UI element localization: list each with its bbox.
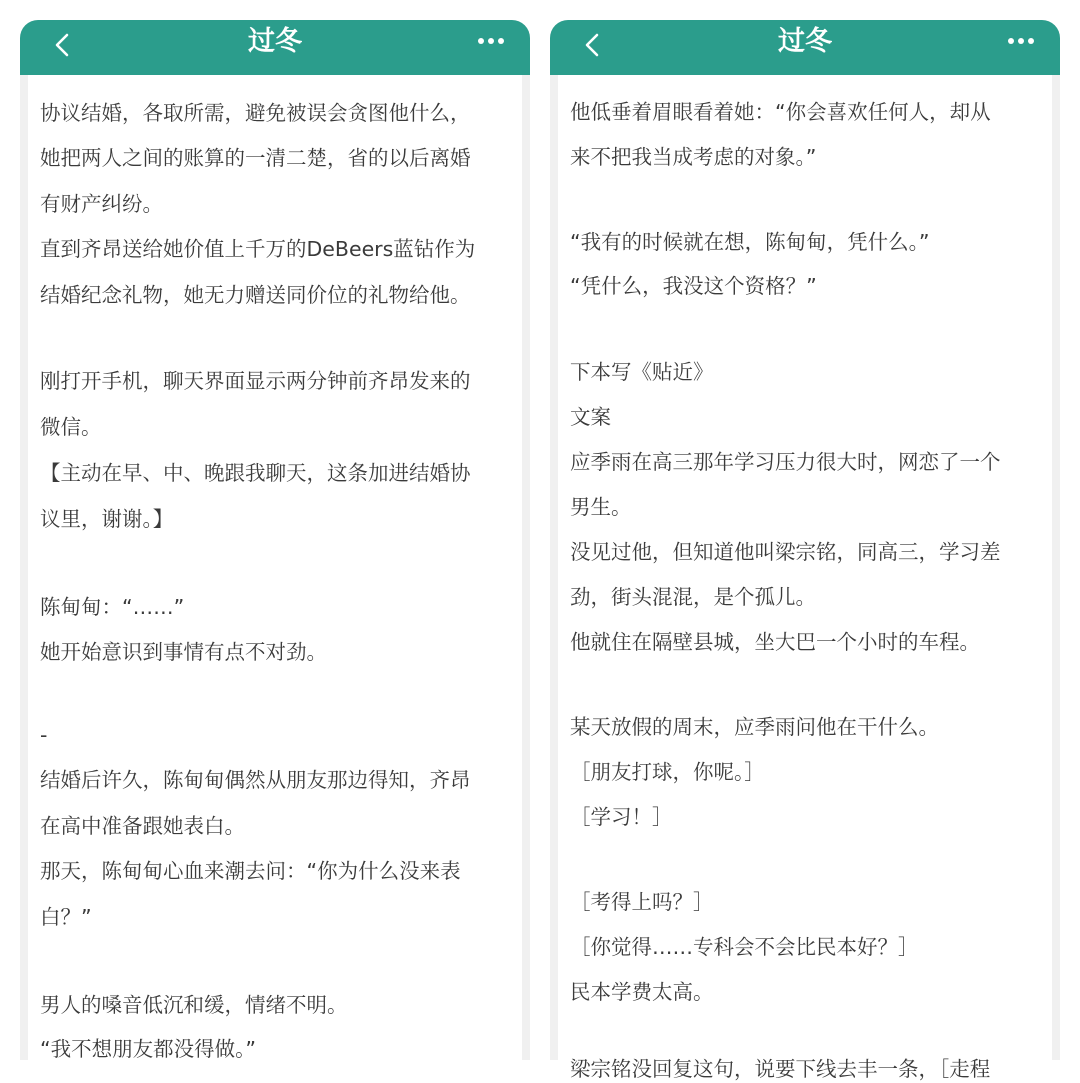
text-line: 有财产纠纷。 bbox=[40, 192, 163, 216]
top-bar bbox=[550, 20, 1060, 75]
text-line: 刚打开手机，聊天界面显示两分钟前齐昂发来的 bbox=[40, 369, 471, 393]
text-line: 没见过他，但知道他叫梁宗铭，同高三，学习差 bbox=[570, 540, 1001, 564]
text-line: 来不把我当成考虑的对象。” bbox=[570, 145, 817, 169]
more-horizontal-icon[interactable] bbox=[1006, 36, 1036, 46]
text-content[interactable] bbox=[558, 75, 1052, 1081]
text-line: 议里，谢谢。】 bbox=[40, 507, 174, 531]
text-line: ［考得上吗？］ bbox=[570, 890, 714, 914]
text-line: 梁宗铭没回复这句，说要下线去丰一条，［走程 bbox=[570, 1057, 991, 1081]
text-content[interactable] bbox=[28, 75, 522, 1060]
text-line: 男生。 bbox=[570, 495, 632, 519]
text-line: ［学习！］ bbox=[570, 805, 673, 829]
text-line: 劲，街头混混，是个孤儿。 bbox=[570, 585, 816, 609]
text-line: 微信。 bbox=[40, 415, 102, 439]
reader-panel-left bbox=[20, 20, 530, 1060]
page-title: 过冬 bbox=[248, 26, 302, 57]
text-line: 那天，陈甸甸心血来潮去问：“你为什么没来表 bbox=[40, 859, 461, 883]
text-line: “我不想朋友都没得做。” bbox=[40, 1037, 256, 1061]
reader-panel-right bbox=[550, 20, 1060, 1081]
page-title: 过冬 bbox=[778, 26, 832, 57]
text-line: “我有的时候就在想，陈甸甸，凭什么。” bbox=[570, 230, 930, 254]
text-line: 他就住在隔壁县城，坐大巴一个小时的车程。 bbox=[570, 630, 980, 654]
text-line: 民本学费太高。 bbox=[570, 980, 714, 1004]
text-line: 白？” bbox=[40, 905, 92, 929]
more-horizontal-icon[interactable] bbox=[476, 36, 506, 46]
text-line: 结婚后许久，陈甸甸偶然从朋友那边得知，齐昂 bbox=[40, 768, 471, 792]
text-line: 直到齐昂送给她价值上千万的DeBeers蓝钻作为 bbox=[40, 237, 476, 261]
text-line: 陈甸甸：“……” bbox=[40, 595, 185, 619]
text-line: 男人的嗓音低沉和缓，情绪不明。 bbox=[40, 993, 348, 1017]
text-line: ［你觉得……专科会不会比民本好？］ bbox=[570, 935, 919, 959]
text-line: 【主动在早、中、晚跟我聊天，这条加进结婚协 bbox=[40, 461, 471, 485]
text-line: - bbox=[40, 723, 48, 747]
text-line: 文案 bbox=[570, 405, 611, 429]
text-line: 协议结婚，各取所需，避免被误会贪图他什么， bbox=[40, 101, 471, 125]
text-line: ［朋友打球，你呢。］ bbox=[570, 760, 765, 784]
top-bar bbox=[20, 20, 530, 75]
text-line: 她把两人之间的账算的一清二楚，省的以后离婚 bbox=[40, 146, 471, 170]
text-line: 某天放假的周末，应季雨问他在干什么。 bbox=[570, 715, 939, 739]
text-line: 下本写《贴近》 bbox=[570, 360, 714, 384]
text-line: 她开始意识到事情有点不对劲。 bbox=[40, 640, 327, 664]
text-line: 应季雨在高三那年学习压力很大时，网恋了一个 bbox=[570, 450, 1001, 474]
text-line: 在高中准备跟她表白。 bbox=[40, 814, 245, 838]
text-line: 结婚纪念礼物，她无力赠送同价位的礼物给他。 bbox=[40, 283, 471, 307]
text-line: “凭什么，我没这个资格？” bbox=[570, 274, 817, 298]
text-line: 他低垂着眉眼看着她：“你会喜欢任何人，却从 bbox=[570, 100, 991, 124]
